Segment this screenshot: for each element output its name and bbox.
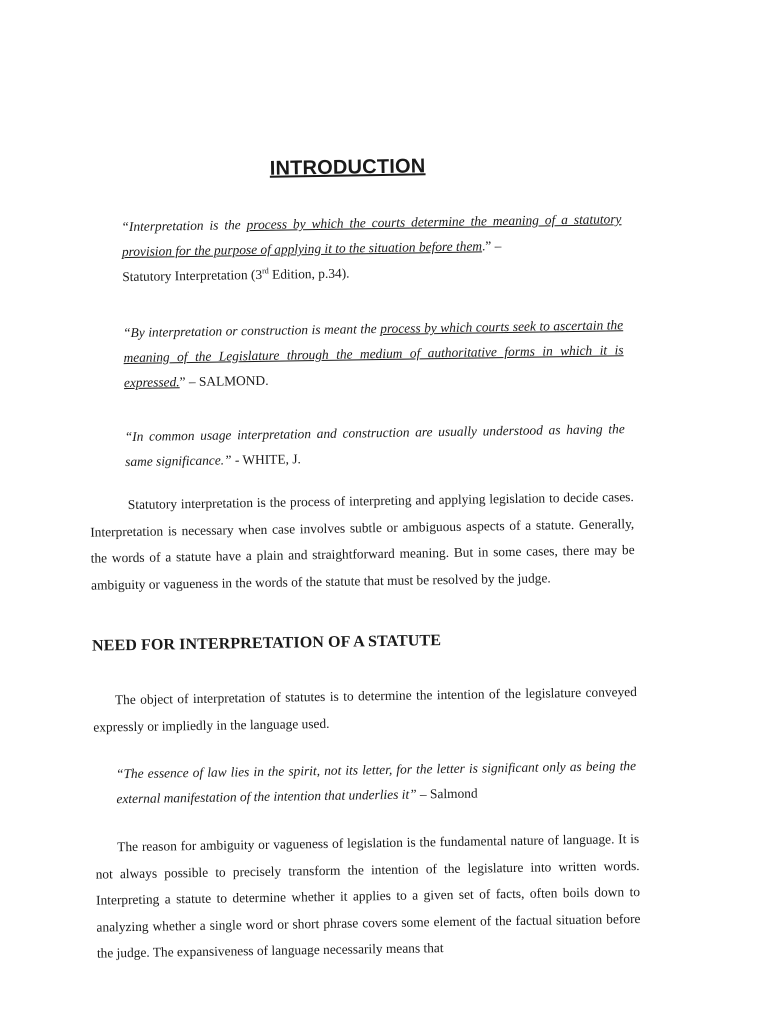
quote-close: .” –: [481, 238, 502, 254]
quote-underlined-text: process by which the courts determine the meaning of a statutory provision for the purpose of applying it to the situation before them: [121, 211, 622, 260]
quote-text: “In common usage interpretation and construction are usually understood as having the same significance.”: [124, 421, 625, 470]
quote-statutory-interpretation: [121, 206, 622, 289]
section-heading: NEED FOR INTERPRETATION OF A STATUTE: [91, 632, 442, 655]
paragraph-text: The reason for ambiguity or vagueness of legislation is the fundamental nature of language. It is not always possible to precisely transform the intention of the legislature into written words. Interpreting a statute to determine whether it applies to a given set of facts, often boils down to analyzing whether a single word or short phrase covers some element of the factual situation before the judge. The expansiveness of language necessarily means that: [95, 831, 641, 961]
quote-text: “By interpretation or construction is meant the: [123, 321, 381, 341]
paragraph-statutory-interpretation: [90, 484, 636, 599]
page-title: INTRODUCTION: [269, 155, 426, 180]
quote-source: Statutory Interpretation (3rd Edition, p.34).: [122, 265, 350, 285]
quote-source: ” – SALMOND.: [179, 372, 269, 390]
quote-underlined-text: process by which courts seek to ascertain the meaning of the Legislature through the medium of authoritative forms in which it is expressed.: [123, 317, 624, 391]
paragraph-ambiguity: [95, 826, 641, 967]
paragraph-text: The object of interpretation of statutes is to determine the intention of the legislature conveyed expressly or impliedly in the language used.: [93, 684, 637, 735]
quote-source: - WHITE, J.: [231, 451, 301, 468]
quote-essence-of-law: [116, 753, 637, 811]
paragraph-object-of-interpretation: [93, 679, 638, 741]
quote-text: “The essence of law lies in the spirit, not its letter, for the letter is significant only as being the external manifestation of the intention that underlies it”: [115, 758, 637, 807]
quote-salmond: [123, 312, 624, 395]
quote-text: “Interpretation is the: [121, 217, 247, 235]
paragraph-text: Statutory interpretation is the process of interpreting and applying legislation to decide cases. Interpretation is necessary when case involves subtle or ambiguous aspects of a statute. Generally, the words of a statute have a plain and straightforward meaning. But in some cases, there may be ambiguity or vagueness in the words of the statute that must be resolved by the judge.: [90, 489, 635, 593]
quote-source: – Salmond: [416, 785, 478, 802]
quote-white: [125, 416, 626, 474]
